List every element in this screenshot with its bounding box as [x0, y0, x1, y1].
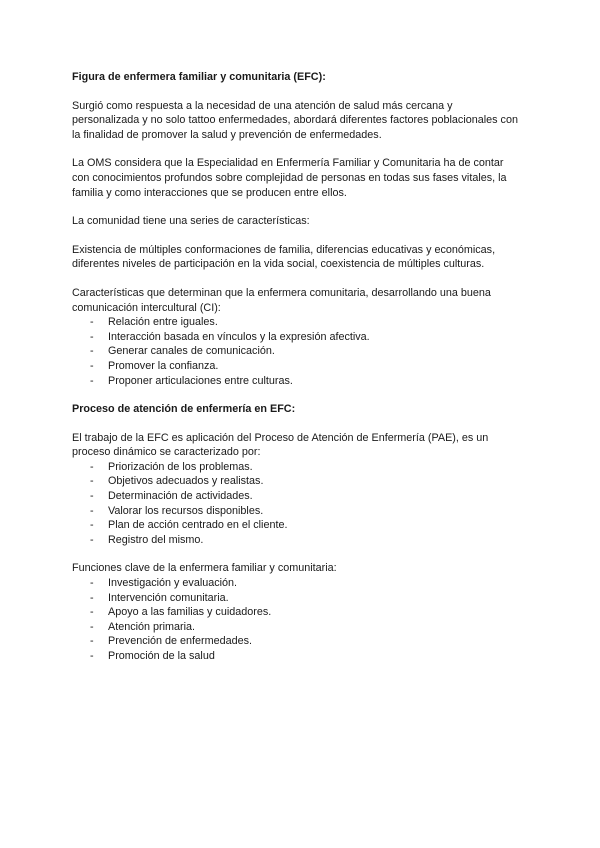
list-item: - Determinación de actividades.: [72, 489, 520, 504]
list-item: - Interacción basada en vínculos y la expresión afectiva.: [72, 330, 520, 345]
list-item: - Priorización de los problemas.: [72, 460, 520, 475]
list-item: - Generar canales de comunicación.: [72, 344, 520, 359]
communication-list: [72, 315, 520, 388]
document-page: [72, 70, 520, 664]
functions-list: [72, 576, 520, 664]
process-list: [72, 460, 520, 548]
paragraph-oms: La OMS considera que la Especialidad en Enfermería Familiar y Comunitaria ha de contar con conocimientos profundos sobre complejidad de personas en todas sus fases vitales, la familia y como interacciones que se producen entre ellos.: [72, 157, 507, 199]
paragraph-characteristics: Características que determinan que la enfermera comunitaria, desarrollando una buena comunicación intercultural (CI):: [72, 286, 491, 314]
list-item: - Objetivos adecuados y realistas.: [72, 474, 520, 489]
list-item: - Valorar los recursos disponibles.: [72, 504, 520, 519]
list-item: - Prevención de enfermedades.: [72, 634, 520, 649]
paragraph-diversity: Existencia de múltiples conformaciones de familia, diferencias educativas y económicas, diferentes niveles de participación en la vida social, coexistencia de múltiples culturas.: [72, 243, 496, 271]
list-item: - Atención primaria.: [72, 620, 520, 635]
list-item: - Investigación y evaluación.: [72, 576, 520, 591]
list-item: - Apoyo a las familias y cuidadores.: [72, 605, 520, 620]
list-item: - Plan de acción centrado en el cliente.: [72, 518, 520, 533]
list-item: - Registro del mismo.: [72, 533, 520, 548]
list-item: - Promover la confianza.: [72, 359, 520, 374]
paragraph-community: La comunidad tiene una series de características:: [72, 215, 310, 228]
paragraph-origin: Surgió como respuesta a la necesidad de una atención de salud más cercana y personalizada y no solo tattoo enfermedades, abordará diferentes factores poblacionales con la finalidad de promover la salud y prevención de enfermedades.: [72, 99, 518, 141]
list-item: - Promoción de la salud: [72, 649, 520, 664]
list-item: - Intervención comunitaria.: [72, 591, 520, 606]
paragraph-functions: Funciones clave de la enfermera familiar y comunitaria:: [72, 562, 337, 575]
list-item: - Proponer articulaciones entre culturas.: [72, 374, 520, 389]
list-item: - Relación entre iguales.: [72, 315, 520, 330]
section-heading-efc: Figura de enfermera familiar y comunitaria (EFC):: [72, 71, 326, 83]
section-heading-process: Proceso de atención de enfermería en EFC:: [72, 403, 296, 416]
paragraph-pae: El trabajo de la EFC es aplicación del Proceso de Atención de Enfermería (PAE), es un proceso dinámico se caracterizado por:: [72, 431, 489, 459]
